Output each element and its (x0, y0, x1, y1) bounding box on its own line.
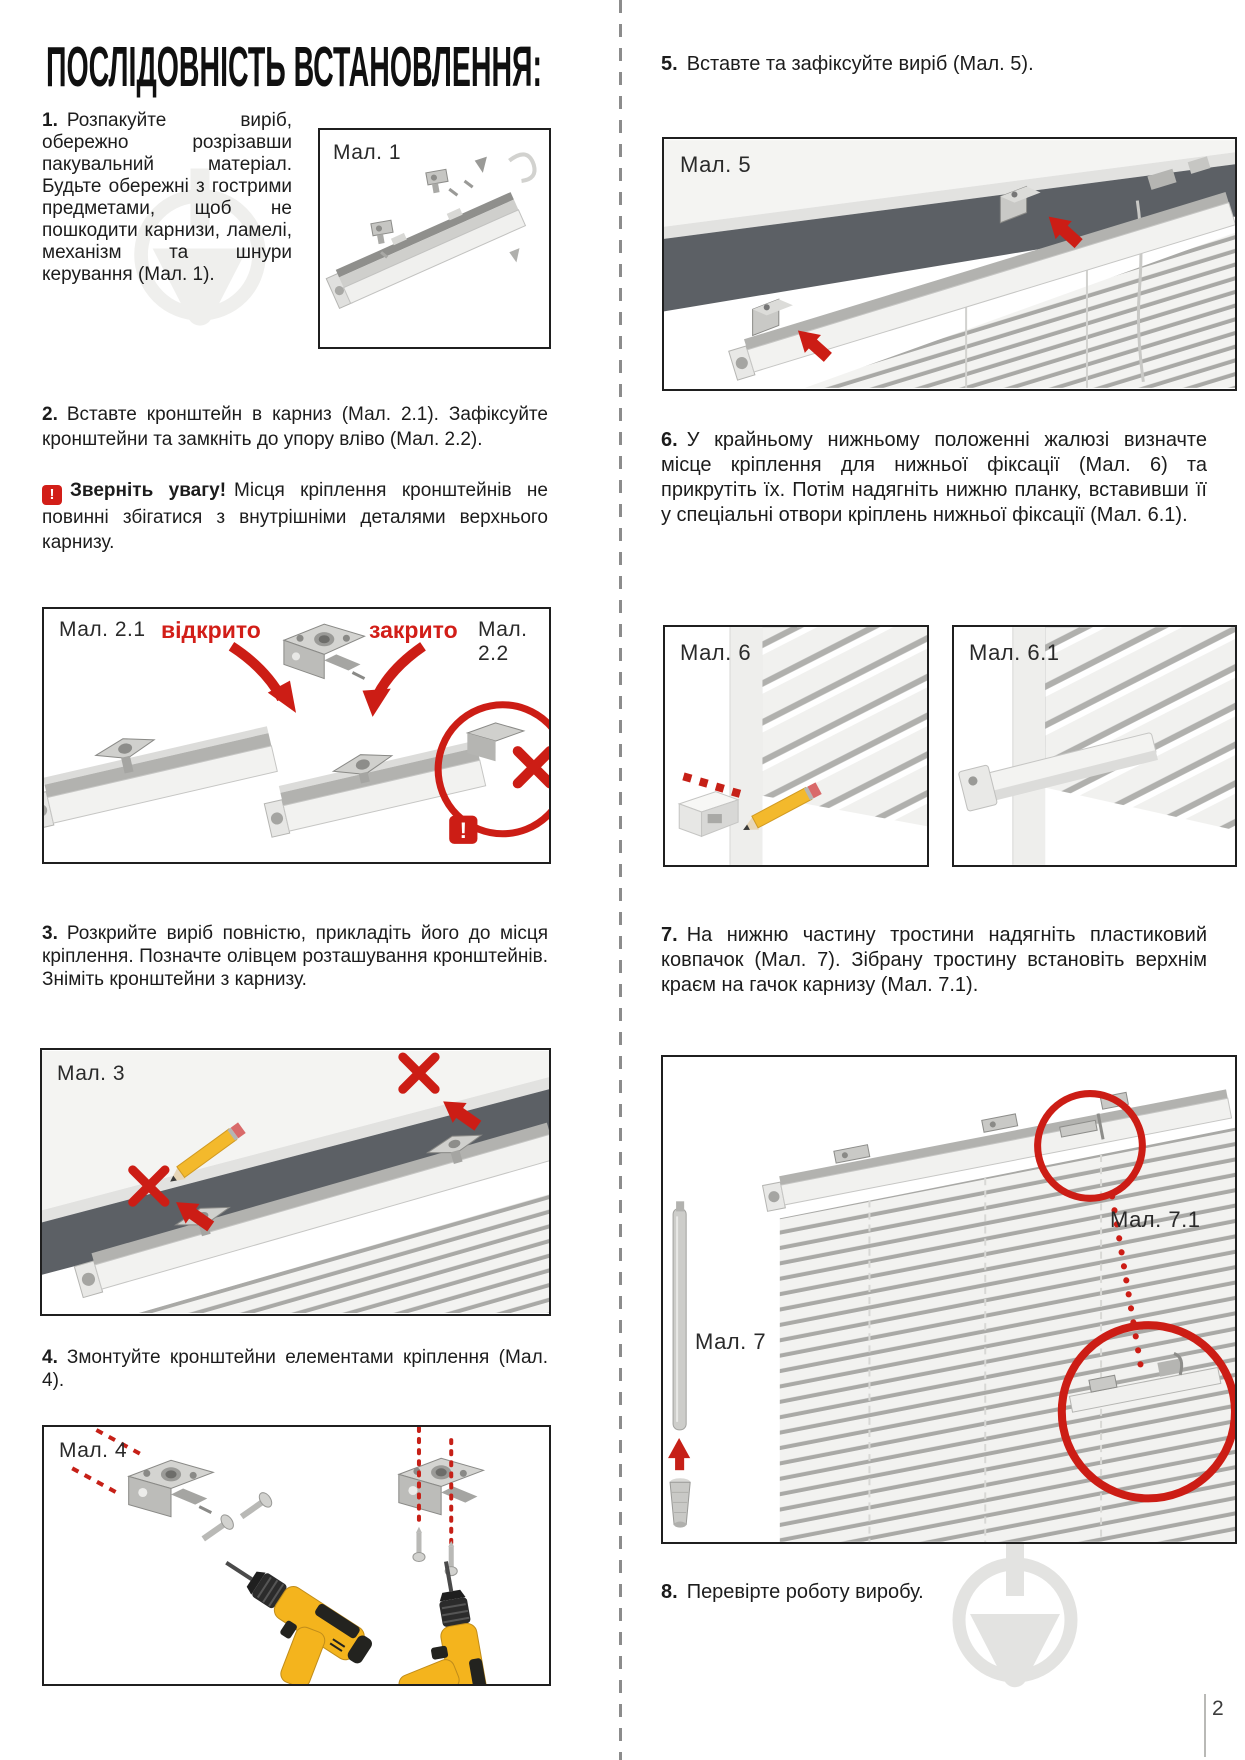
step-8 (661, 1580, 1207, 1605)
step-5-text: Вставте та зафіксуйте виріб (Мал. 5). (686, 53, 1034, 75)
screw-icon (199, 1513, 236, 1546)
wand-rod (673, 1208, 686, 1430)
page-number-rule (1204, 1694, 1206, 1757)
figure-6-1-label: Мал. 6.1 (969, 640, 1060, 665)
bracket-icon (399, 1458, 484, 1514)
figure-1 (318, 128, 551, 349)
figure-6 (663, 625, 929, 867)
figure-1-label: Мал. 1 (333, 141, 402, 164)
figure-4-label: Мал. 4 (59, 1439, 128, 1462)
figure-3 (40, 1048, 551, 1316)
step-7-text: На нижню частину тростини надягніть пластиковий ковпачок (Мал. 7). Зібрану тростину встановіть верхнім краєм на гачок карнизу (Мал. 7.1). (661, 924, 1207, 996)
drill-icon (378, 1558, 493, 1684)
figure-5-label: Мал. 5 (680, 152, 752, 177)
step-6-number: 6. (661, 429, 678, 451)
closed-label: закрито (369, 617, 458, 643)
x-mark-icon (518, 751, 549, 783)
step-8-number: 8. (661, 1581, 678, 1603)
figure-4-drilling-illustration (44, 1427, 549, 1684)
step-7 (661, 923, 1207, 998)
plastic-cap (670, 1478, 690, 1527)
figure-5 (662, 137, 1237, 391)
figure-2-1-label: Мал. 2.1 (59, 618, 146, 641)
figure-3-label: Мал. 3 (57, 1062, 126, 1085)
bracket-icon (284, 624, 365, 678)
figure-6-label: Мал. 6 (680, 640, 752, 665)
warning-label: Зверніть увагу! (70, 480, 227, 501)
step-2 (42, 402, 548, 452)
step-5 (661, 52, 1207, 77)
warning-text: Місця кріплення кронштейнів не повинні збігатися з внутрішніми деталями верхнього карнизу. (42, 480, 548, 553)
screw-icon (237, 1490, 274, 1523)
column-divider (619, 0, 622, 1760)
open-label: відкрито (161, 617, 261, 643)
figure-4 (42, 1425, 551, 1686)
step-3 (42, 922, 548, 991)
bottom-fixing-piece (679, 792, 738, 837)
figure-6-1 (952, 625, 1237, 867)
curved-arrow-icon (377, 646, 423, 696)
step-6-text: У крайньому нижньому положенні жалюзі визначте місце кріплення для нижньої фіксації (Мал. 6) та прикрутіть їх. Потім надягніть нижню планку, вставивши її у спеціальні отвори кріплень нижньої фіксації (Мал. 6.1). (661, 429, 1207, 526)
figure-2-brackets-illustration (44, 609, 549, 862)
step-4 (42, 1346, 548, 1392)
step-2-text: Вставте кронштейн в карниз (Мал. 2.1). Зафіксуйте кронштейни та замкніть до упору вліво (Мал. 2.2). (42, 404, 548, 450)
page-number: 2 (1212, 1697, 1224, 1720)
figure-2 (42, 607, 551, 864)
step-3-text: Розкрийте виріб повністю, прикладіть його до місця кріплення. Позначте олівцем розташування кронштейнів. Зніміть кронштейни з карнизу. (42, 923, 548, 990)
step-4-number: 4. (42, 1347, 58, 1368)
figure-2-2-label: Мал. 2.2 (478, 618, 528, 665)
step-3-number: 3. (42, 923, 58, 944)
step-7-number: 7. (661, 924, 678, 946)
bracket-icon (129, 1460, 214, 1516)
figure-3-marking-illustration (42, 1050, 549, 1314)
step-6 (661, 428, 1207, 528)
step-8-text: Перевірте роботу виробу. (686, 1581, 924, 1603)
bracket-icon (982, 1114, 1018, 1132)
brand-watermark-icon (940, 1528, 1090, 1718)
figure-7-wand-and-blind-illustration (663, 1057, 1235, 1542)
warning-note (42, 478, 548, 555)
step-4-text: Змонтуйте кронштейни елементами кріплення (Мал. 4). (42, 1347, 548, 1391)
figure-7 (661, 1055, 1237, 1544)
bracket-icon (426, 169, 450, 194)
svg-text:!: ! (459, 817, 468, 843)
figure-7-1-label: Мал. 7.1 (1110, 1207, 1201, 1232)
figure-7-label: Мал. 7 (695, 1329, 767, 1354)
bracket-icon (371, 220, 395, 245)
step-1-number: 1. (42, 110, 58, 131)
arrow-up-icon (668, 1438, 690, 1470)
page-title: ПОСЛІДОВНІСТЬ ВСТАНОВЛЕННЯ: (46, 35, 543, 99)
screw-icon (413, 1527, 425, 1562)
step-5-number: 5. (661, 53, 678, 75)
warning-icon: ! (42, 485, 62, 505)
step-1 (42, 110, 292, 286)
drill-icon (189, 1548, 377, 1684)
step-1-text: Розпакуйте виріб, обережно розрізавши пакувальний матеріал. Будьте обережні з гострими предметами, щоб не пошкодити карнизи, ламелі, механізм та шнури керування (Мал. 1). (42, 110, 292, 285)
step-2-number: 2. (42, 404, 58, 425)
